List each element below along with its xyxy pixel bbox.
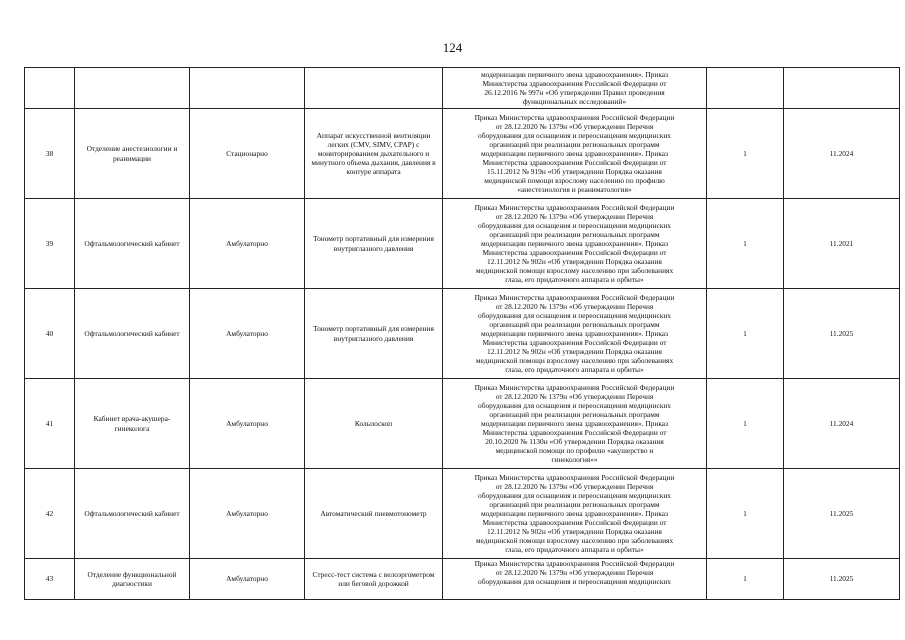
page-number: 124 <box>442 40 463 55</box>
quantity-cell: 1 <box>707 379 784 469</box>
basis-line: организаций при реализации региональных программ <box>489 229 660 239</box>
basis-line: от 28.12.2020 № 1379н «Об утверждении Перечня <box>495 391 654 401</box>
department-cell <box>75 68 190 109</box>
basis-line: 15.11.2012 № 919н «Об утверждении Порядка оказания <box>487 167 662 177</box>
conditions-cell: Амбулаторно <box>190 379 305 469</box>
basis-line: оборудования для оснащения и переоснащения медицинских <box>478 490 671 500</box>
table-row <box>25 199 900 289</box>
basis-line: от 28.12.2020 № 1379н «Об утверждении Перечня <box>495 211 654 221</box>
basis-line: от 28.12.2020 № 1379н «Об утверждении Перечня <box>495 121 654 131</box>
legal-basis-cell <box>443 289 707 379</box>
department-cell: Отделение функциональной диагностики <box>75 559 190 600</box>
basis-line: модернизации первичного звена здравоохранения». Приказ <box>480 238 669 248</box>
table-row <box>25 379 900 469</box>
date-cell: 11.2025 <box>784 469 900 559</box>
conditions-cell: Амбулаторно <box>190 559 305 600</box>
equipment-cell: Аппарат искусственной вентиляции легких (CMV, SIMV, CPAP) с мониторированием дыхательного и минутного объема дыхания, давления в контуре аппарата <box>305 109 443 199</box>
department-cell: Кабинет врача-акушера-гинеколога <box>75 379 190 469</box>
basis-line: Министерства здравоохранения Российской Федерации от <box>482 518 667 528</box>
quantity-cell: 1 <box>707 289 784 379</box>
equipment-table <box>24 67 900 600</box>
conditions-cell: Амбулаторно <box>190 289 305 379</box>
basis-line: Приказ Министерства здравоохранения Российской Федерации <box>474 382 675 392</box>
basis-line: организаций при реализации региональных программ <box>489 409 660 419</box>
department-cell: Офтальмологический кабинет <box>75 469 190 559</box>
basis-line: модернизации первичного звена здравоохранения». Приказ <box>480 148 669 158</box>
legal-basis-cell <box>443 559 707 600</box>
legal-basis-cell <box>443 68 707 109</box>
basis-line: оборудования для оснащения и переоснащения медицинских <box>478 400 671 410</box>
equipment-cell: Тонометр портативный для измерения внутриглазного давления <box>305 289 443 379</box>
table-row <box>25 109 900 199</box>
basis-line: Министерства здравоохранения Российской Федерации от <box>482 248 667 258</box>
basis-line: Приказ Министерства здравоохранения Российской Федерации <box>474 292 675 302</box>
basis-line: Министерства здравоохранения Российской Федерации от <box>482 158 667 168</box>
basis-line: глаза, его придаточного аппарата и орбиты» <box>505 365 644 375</box>
department-cell: Офтальмологический кабинет <box>75 199 190 289</box>
department-cell: Отделение анестезиологии и реанимации <box>75 109 190 199</box>
equipment-cell: Тонометр портативный для измерения внутриглазного давления <box>305 199 443 289</box>
basis-line: модернизации первичного звена здравоохранения». Приказ <box>480 328 669 338</box>
basis-line: медицинской помощи взрослому населению по профилю <box>484 176 665 186</box>
basis-line: от 28.12.2020 № 1379н «Об утверждении Перечня <box>495 301 654 311</box>
basis-line: организаций при реализации региональных программ <box>489 139 660 149</box>
conditions-cell: Амбулаторно <box>190 469 305 559</box>
basis-line: медицинской помощи по профилю «акушерство и <box>495 446 654 456</box>
basis-line: функциональных исследований» <box>522 97 627 107</box>
equipment-cell: Автоматический пневмотонометр <box>305 469 443 559</box>
table-row <box>25 68 900 109</box>
table-row <box>25 559 900 600</box>
date-cell: 11.2025 <box>784 289 900 379</box>
quantity-cell: 1 <box>707 109 784 199</box>
basis-line: от 28.12.2020 № 1379н «Об утверждении Перечня <box>495 568 654 578</box>
basis-line: организаций при реализации региональных программ <box>489 499 660 509</box>
row-number-cell: 39 <box>25 199 75 289</box>
basis-line: медицинской помощи взрослому населению при заболеваниях <box>475 266 674 276</box>
quantity-cell: 1 <box>707 469 784 559</box>
date-cell: 11.2024 <box>784 379 900 469</box>
row-number-cell: 41 <box>25 379 75 469</box>
basis-line: 12.11.2012 № 902н «Об утверждении Порядка оказания <box>487 347 662 357</box>
basis-line: модернизации первичного звена здравоохранения». Приказ <box>480 508 669 518</box>
basis-line: Приказ Министерства здравоохранения Российской Федерации <box>474 202 675 212</box>
basis-line: 20.10.2020 № 1130н «Об утверждении Порядка оказания <box>485 437 664 447</box>
basis-line: Министерства здравоохранения Российской Федерации от <box>482 338 667 348</box>
row-number-cell: 38 <box>25 109 75 199</box>
basis-line: гинекология»» <box>551 455 598 465</box>
legal-basis-cell <box>443 109 707 199</box>
basis-line: Приказ Министерства здравоохранения Российской Федерации <box>474 472 675 482</box>
quantity-cell <box>707 68 784 109</box>
basis-line: модернизации первичного звена здравоохранения». Приказ <box>480 418 669 428</box>
date-cell: 11.2025 <box>784 559 900 600</box>
conditions-cell: Амбулаторно <box>190 199 305 289</box>
equipment-cell: Кольпоскоп <box>305 379 443 469</box>
legal-basis-cell <box>443 379 707 469</box>
basis-line: оборудования для оснащения и переоснащения медицинских <box>478 310 671 320</box>
basis-line: глаза, его придаточного аппарата и орбиты» <box>505 545 644 555</box>
basis-line: модернизации первичного звена здравоохранения». Приказ <box>480 69 669 79</box>
basis-line: Министерства здравоохранения Российской Федерации от <box>482 428 667 438</box>
basis-line: медицинской помощи взрослому населению при заболеваниях <box>475 356 674 366</box>
legal-basis-cell <box>443 469 707 559</box>
row-number-cell <box>25 68 75 109</box>
equipment-cell: Стресс-тест система с велоэргометром или беговой дорожкой <box>305 559 443 600</box>
basis-line: от 28.12.2020 № 1379н «Об утверждении Перечня <box>495 481 654 491</box>
basis-line: Приказ Министерства здравоохранения Российской Федерации <box>474 112 675 122</box>
conditions-cell <box>190 68 305 109</box>
equipment-cell <box>305 68 443 109</box>
quantity-cell: 1 <box>707 559 784 600</box>
date-cell: 11.2024 <box>784 109 900 199</box>
basis-line: Приказ Министерства здравоохранения Российской Федерации <box>474 559 675 568</box>
legal-basis-cell <box>443 199 707 289</box>
row-number-cell: 42 <box>25 469 75 559</box>
basis-line: «анестезиология и реаниматология» <box>517 185 632 195</box>
conditions-cell: Стационарно <box>190 109 305 199</box>
basis-line: оборудования для оснащения и переоснащения медицинских <box>478 220 671 230</box>
row-number-cell: 43 <box>25 559 75 600</box>
row-number-cell: 40 <box>25 289 75 379</box>
department-cell: Офтальмологический кабинет <box>75 289 190 379</box>
basis-line: оборудования для оснащения и переоснащения медицинских <box>478 130 671 140</box>
basis-line: организаций при реализации региональных программ <box>489 319 660 329</box>
date-cell <box>784 68 900 109</box>
table-row <box>25 289 900 379</box>
quantity-cell: 1 <box>707 199 784 289</box>
basis-line: 12.11.2012 № 902н «Об утверждении Порядка оказания <box>487 257 662 267</box>
basis-line: 12.11.2012 № 902н «Об утверждении Порядка оказания <box>487 527 662 537</box>
table-row <box>25 469 900 559</box>
basis-line: медицинской помощи взрослому населению при заболеваниях <box>475 536 674 546</box>
date-cell: 11.2021 <box>784 199 900 289</box>
basis-line: 26.12.2016 № 997н «Об утверждении Правил проведения <box>484 88 665 97</box>
basis-line: оборудования для оснащения и переоснащения медицинских <box>478 577 671 587</box>
basis-line: Министерства здравоохранения Российской Федерации от <box>482 78 667 88</box>
basis-line: глаза, его придаточного аппарата и орбиты» <box>505 275 644 285</box>
